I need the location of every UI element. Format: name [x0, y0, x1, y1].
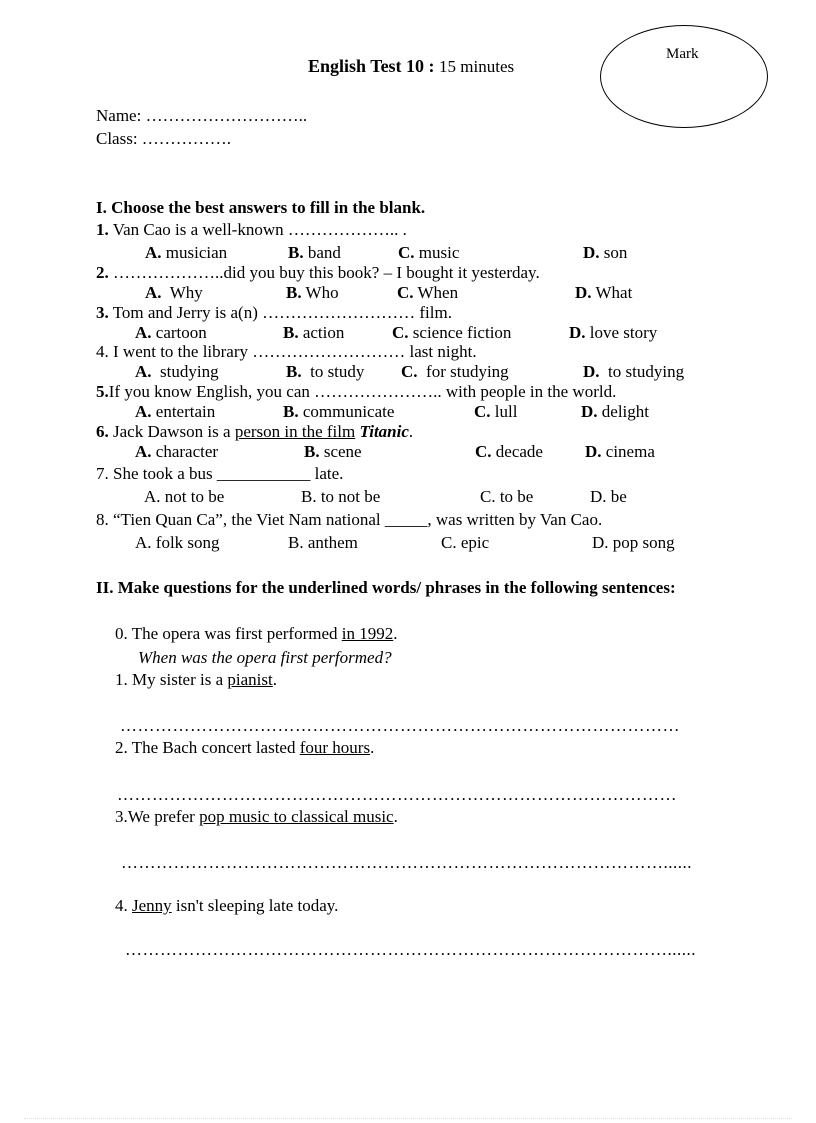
q5-option-d[interactable]: D. delight	[581, 402, 649, 421]
example-answer: When was the opera first performed?	[138, 648, 392, 667]
test-title	[308, 56, 514, 77]
q8-option-d[interactable]: D. pop song	[592, 533, 675, 552]
q3-option-c[interactable]: C. science fiction	[392, 323, 512, 342]
question-6: 6. Jack Dawson is a person in the film Titanic.	[96, 422, 414, 441]
sentence-4: 4. Jenny isn't sleeping late today.	[115, 896, 339, 915]
q5-option-c[interactable]: C. lull	[474, 402, 518, 421]
example-sentence: 0. The opera was first performed in 1992.	[115, 624, 398, 643]
page-footer-divider	[24, 1118, 792, 1119]
question-text: Tom and Jerry is a(n) ……………………… film.	[112, 303, 452, 322]
q4-option-a[interactable]: A. studying	[135, 362, 219, 381]
question-number: 4.	[96, 342, 109, 361]
section2-heading: II. Make questions for the underlined words/ phrases in the following sentences:	[96, 578, 676, 597]
question-4	[96, 342, 477, 362]
q7-option-b[interactable]: B. to not be	[301, 487, 381, 506]
duration-text: 15 minutes	[439, 57, 515, 76]
question-1	[96, 220, 407, 240]
question-text: If you know English, you can ………………….. with people in the world.	[108, 382, 617, 401]
q6-option-a[interactable]: A. character	[135, 442, 219, 461]
underlined-phrase: person in the film	[234, 422, 356, 441]
question-text: Van Cao is a well-known ……………….. .	[112, 220, 407, 239]
film-title: Titanic	[359, 422, 409, 441]
question-5	[96, 382, 616, 402]
q1-option-a[interactable]: A. musician	[145, 243, 228, 262]
underlined-phrase: four hours	[299, 738, 371, 757]
class-field[interactable]: Class: …………….	[96, 129, 232, 148]
q1-option-d[interactable]: D. son	[583, 243, 628, 262]
q8-option-b[interactable]: B. anthem	[288, 533, 358, 552]
underlined-phrase: pianist	[227, 670, 273, 689]
q7-option-d[interactable]: D. be	[590, 487, 627, 506]
sentence-3: 3.We prefer pop music to classical music.	[115, 807, 398, 826]
q4-option-b[interactable]: B. to study	[286, 362, 365, 381]
q6-option-d[interactable]: D. cinema	[585, 442, 655, 461]
q8-option-c[interactable]: C. epic	[441, 533, 490, 552]
name-field[interactable]: Name: ………………………..	[96, 106, 308, 125]
question-number: 7.	[96, 464, 109, 483]
q1-option-b[interactable]: B. band	[288, 243, 341, 262]
q4-option-c[interactable]: C. for studying	[401, 362, 509, 381]
question-number: 3.	[96, 303, 109, 322]
question-2	[96, 263, 540, 283]
q3-option-d[interactable]: D. love story	[569, 323, 658, 342]
q2-option-d[interactable]: D. What	[575, 283, 633, 302]
sentence-1: 1. My sister is a pianist.	[115, 670, 277, 689]
q5-option-a[interactable]: A. entertain	[135, 402, 216, 421]
q6-option-b[interactable]: B. scene	[304, 442, 362, 461]
q2-option-a[interactable]: A. Why	[145, 283, 203, 302]
question-3	[96, 303, 452, 323]
q3-option-a[interactable]: A. cartoon	[135, 323, 207, 342]
q2-option-c[interactable]: C. When	[397, 283, 459, 302]
q7-option-c[interactable]: C. to be	[480, 487, 534, 506]
answer-line-2[interactable]: ……………………………………………………………………………………	[117, 785, 677, 804]
question-number: 5.	[96, 382, 109, 401]
q6-option-c[interactable]: C. decade	[475, 442, 543, 461]
section1-heading: I. Choose the best answers to fill in the blank.	[96, 198, 426, 217]
question-text: I went to the library ……………………… last night.	[113, 342, 477, 361]
question-text: “Tien Quan Ca”, the Viet Nam national _____, was written by Van Cao.	[113, 510, 603, 529]
sentence-2: 2. The Bach concert lasted four hours.	[115, 738, 375, 757]
question-number: 1.	[96, 220, 109, 239]
q8-option-a[interactable]: A. folk song	[135, 533, 220, 552]
q1-option-c[interactable]: C. music	[398, 243, 460, 262]
underlined-phrase: in 1992	[341, 624, 394, 643]
answer-line-4[interactable]: …………………………………………………………………………………......	[125, 940, 696, 959]
question-7	[96, 464, 343, 484]
q3-option-b[interactable]: B. action	[283, 323, 345, 342]
underlined-phrase: pop music to classical music	[199, 807, 394, 826]
q2-option-b[interactable]: B. Who	[286, 283, 339, 302]
answer-line-3[interactable]: …………………………………………………………………………………......	[121, 853, 692, 872]
mark-label: Mark	[666, 46, 699, 62]
question-number: 2.	[96, 263, 109, 282]
answer-line-1[interactable]: ……………………………………………………………………………………	[120, 716, 680, 735]
question-text: ………………..did you buy this book? – I bought it yesterday.	[113, 263, 540, 282]
q4-option-d[interactable]: D. to studying	[583, 362, 685, 381]
underlined-phrase: Jenny	[132, 896, 172, 915]
question-text: She took a bus ___________ late.	[113, 464, 344, 483]
q7-option-a[interactable]: A. not to be	[144, 487, 225, 506]
question-number: 8.	[96, 510, 109, 529]
mark-box	[600, 25, 768, 128]
title-text: English Test 10 :	[308, 56, 435, 76]
q5-option-b[interactable]: B. communicate	[283, 402, 395, 421]
question-8	[96, 510, 602, 530]
question-number: 6.	[96, 422, 109, 441]
